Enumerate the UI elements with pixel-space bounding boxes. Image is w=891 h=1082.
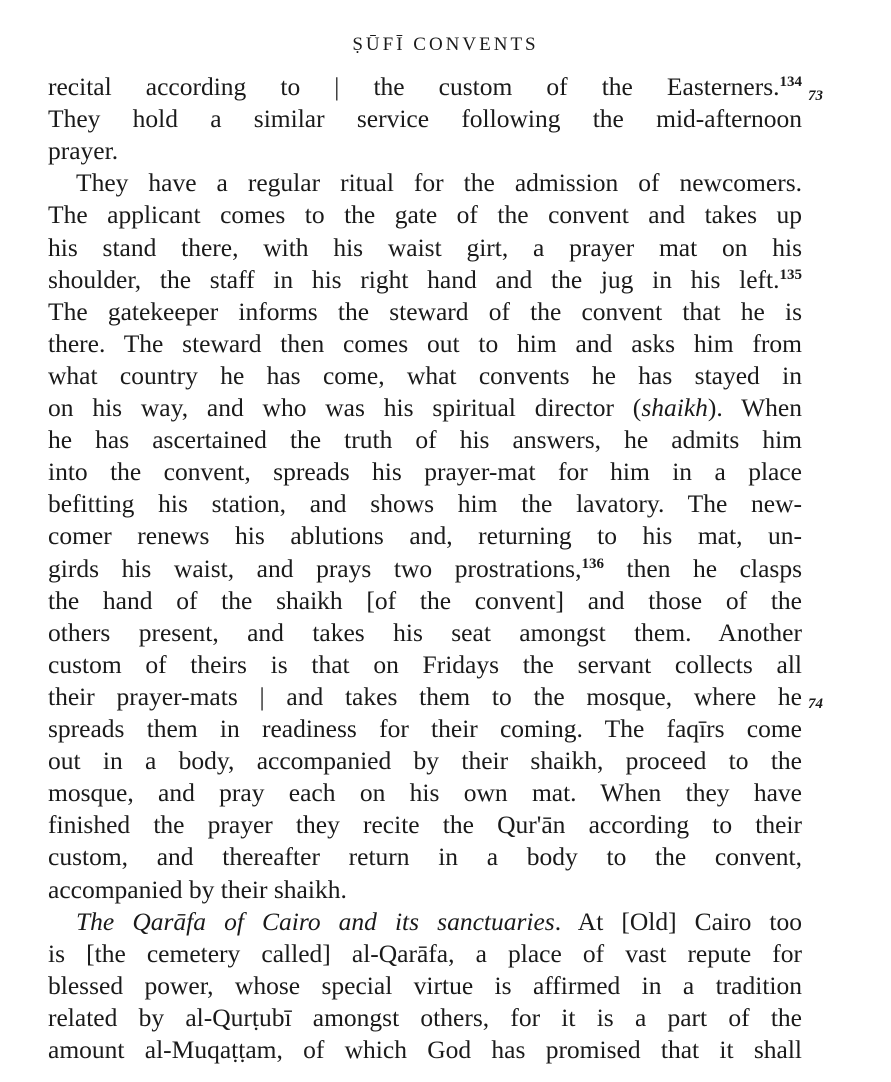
footnote-ref: 136 <box>581 555 604 572</box>
text-line <box>48 1002 802 1034</box>
text-line <box>48 681 802 713</box>
text-line <box>48 745 802 777</box>
text-line <box>48 135 802 167</box>
text-line <box>48 488 802 520</box>
text-line <box>48 360 802 392</box>
text-line <box>48 809 802 841</box>
text-run: what country he has come, what convents he has stayed in <box>48 360 802 390</box>
text-run: blessed power, whose special virtue is affirmed in a tradition <box>48 970 802 1000</box>
footnote-ref: 134 <box>779 74 802 90</box>
text-line <box>76 906 802 938</box>
text-line <box>48 777 802 809</box>
footnote-ref: 135 <box>779 266 802 283</box>
text-run: finished the prayer they recite the Qur'ān according to their <box>48 810 802 840</box>
text-run: accompanied by their shaikh. <box>48 874 347 904</box>
text-run: mosque, and pray each on his own mat. When they have <box>48 778 802 808</box>
text-line <box>48 424 802 456</box>
text-run: there. The steward then comes out to him and asks him from <box>48 328 802 358</box>
text-line <box>48 713 802 745</box>
text-line <box>48 617 802 649</box>
text-run: They have a regular ritual for the admission of newcomers. <box>76 168 802 198</box>
text-run: related by al-Qurṭubī amongst others, for it is a part of the <box>48 1002 802 1032</box>
text-line <box>48 938 802 970</box>
text-line <box>48 103 802 135</box>
text-run: custom, and thereafter return in a body to the convent, <box>48 842 802 872</box>
text-line <box>48 328 802 360</box>
italic-text: shaikh <box>641 393 708 422</box>
text-run: recital according to | the custom of the Easterners. <box>48 72 780 101</box>
margin-page-number: 73 <box>808 88 823 104</box>
text-run: befitting his station, and shows him the lavatory. The new- <box>48 489 802 519</box>
text-run: amount al-Muqaṭṭam, of which God has promised that it shall <box>48 1035 802 1064</box>
text-line <box>48 553 802 585</box>
text-run: the hand of the shaikh [of the convent] and those of the <box>48 585 802 615</box>
text-run: . At [Old] Cairo too <box>554 906 802 936</box>
text-line <box>48 296 802 328</box>
text-line <box>48 71 802 103</box>
text-run: out in a body, accompanied by their shaikh, proceed to the <box>48 746 802 776</box>
text-run: on his way, and who was his spiritual director ( <box>48 393 642 422</box>
text-line <box>48 520 802 552</box>
text-line <box>48 874 802 906</box>
text-line <box>48 264 802 296</box>
text-line <box>48 1034 802 1066</box>
italic-text: The Qarāfa of Cairo and its sanctuaries <box>76 906 555 936</box>
text-run: their prayer-mats | and takes them to the mosque, where he <box>48 681 802 711</box>
text-run: custom of theirs is that on Fridays the servant collects all <box>48 649 802 679</box>
text-line <box>48 392 802 424</box>
running-header: ṢŪFĪ CONVENTS <box>352 34 539 55</box>
text-run: he has ascertained the truth of his answers, he admits him <box>48 425 802 455</box>
text-run: then he clasps <box>603 553 802 583</box>
text-run: his stand there, with his waist girt, a prayer mat on his <box>48 232 802 262</box>
text-run: into the convent, spreads his prayer-mat for him in a place <box>48 457 802 487</box>
text-line <box>48 841 802 873</box>
text-run: The gatekeeper informs the steward of the convent that he is <box>48 296 802 326</box>
text-run: ). When <box>707 393 802 422</box>
text-line <box>48 456 802 488</box>
text-run: is [the cemetery called] al-Qarāfa, a place of vast repute for <box>48 938 802 968</box>
text-run: shoulder, the staff in his right hand and the jug in his left. <box>48 264 780 294</box>
text-line <box>48 970 802 1002</box>
text-run: spreads them in readiness for their coming. The faqīrs come <box>48 714 802 743</box>
text-line <box>48 585 802 617</box>
text-run: girds his waist, and prays two prostrations, <box>48 553 582 583</box>
text-line <box>48 649 802 681</box>
text-run: others present, and takes his seat amongst them. Another <box>48 617 802 647</box>
text-run: comer renews his ablutions and, returning to his mat, un- <box>48 521 802 551</box>
text-line <box>48 232 802 264</box>
text-run: They hold a similar service following the mid-afternoon <box>48 104 802 134</box>
text-line <box>48 199 802 231</box>
text-run: prayer. <box>48 136 119 166</box>
text-line <box>76 167 802 199</box>
text-run: The applicant comes to the gate of the convent and takes up <box>48 200 802 230</box>
margin-page-number: 74 <box>808 696 823 712</box>
